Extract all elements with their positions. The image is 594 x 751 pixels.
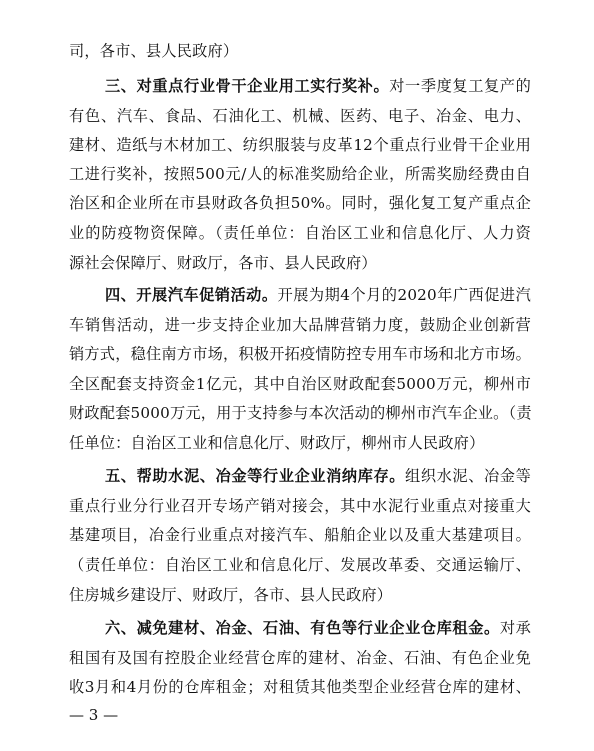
text-line — [69, 135, 531, 155]
section-heading-line — [105, 76, 531, 96]
text-line — [69, 555, 531, 575]
line-text: 对承 — [499, 619, 532, 637]
text-line — [69, 106, 531, 126]
text-line — [69, 525, 531, 545]
section-heading-line — [105, 285, 531, 305]
line-text: 全区配套支持资金1亿元，其中自治区财政配套5000万元，柳州市 — [69, 375, 531, 393]
text-line — [69, 433, 531, 453]
section-heading-5: 五、帮助水泥、冶金等行业企业消纳库存。 — [105, 467, 406, 485]
text-line — [69, 315, 531, 335]
line-text: 收3月和4月份的仓库租金；对租赁其他类型企业经营仓库的建材、 — [69, 678, 531, 696]
text-line — [69, 41, 531, 61]
line-text: 有色、汽车、食品、石油化工、机械、医药、电子、冶金、电力、 — [69, 107, 531, 125]
page-number: — 3 — — [69, 706, 119, 724]
line-text: 租国有及国有控股企业经营仓库的建材、冶金、石油、有色企业免 — [69, 649, 531, 667]
text-line — [69, 193, 531, 213]
section-heading-6: 六、减免建材、冶金、石油、有色等行业企业仓库租金。 — [105, 619, 500, 637]
line-text: 组织水泥、冶金等 — [405, 467, 531, 485]
section-heading-4: 四、开展汽车促销活动。 — [105, 286, 278, 304]
line-text: 业的防疫物资保障。（责任单位：自治区工业和信息化厅、人力资 — [69, 224, 531, 242]
line-text: 基建项目，冶金行业重点对接汽车、船舶企业以及重大基建项目。 — [69, 526, 531, 544]
text-line — [69, 677, 531, 697]
line-text: 对一季度复工复产的 — [389, 77, 531, 95]
text-line — [69, 648, 531, 668]
line-text: 司，各市、县人民政府） — [69, 42, 239, 60]
text-line — [69, 223, 531, 243]
text-line — [69, 585, 531, 605]
text-line — [69, 374, 531, 394]
section-heading-3: 三、对重点行业骨干企业用工实行奖补。 — [105, 77, 390, 95]
line-text: 治区和企业所在市县财政各负担50%。同时，强化复工复产重点企 — [69, 194, 531, 212]
line-text: 车销售活动，进一步支持企业加大品牌营销力度，鼓励企业创新营 — [69, 316, 531, 334]
line-text: （责任单位：自治区工业和信息化厅、发展改革委、交通运输厅、 — [69, 556, 531, 574]
line-text: 建材、造纸与木材加工、纺织服装与皮革12个重点行业骨干企业用 — [69, 136, 531, 154]
line-text: 任单位：自治区工业和信息化厅、财政厅，柳州市人民政府） — [69, 434, 485, 452]
line-text: 工进行奖补，按照500元/人的标准奖励给企业，所需奖励经费由自 — [69, 165, 531, 183]
text-line — [69, 164, 531, 184]
text-line — [69, 496, 531, 516]
text-line — [69, 344, 531, 364]
line-text: 住房城乡建设厅、财政厅，各市、县人民政府） — [69, 586, 393, 604]
line-text: 开展为期4个月的2020年广西促进汽 — [277, 286, 531, 304]
line-text: 财政配套5000万元，用于支持参与本次活动的柳州市汽车企业。（责 — [69, 404, 532, 422]
section-heading-line — [105, 618, 531, 638]
text-line — [69, 253, 531, 273]
line-text: 重点行业分行业召开专场产销对接会，其中水泥行业重点对接重大 — [69, 497, 531, 515]
text-line — [69, 403, 531, 423]
line-text: 源社会保障厅、财政厅，各市、县人民政府） — [69, 254, 377, 272]
line-text: 销方式，稳住南方市场，积极开拓疫情防控专用车市场和北方市场。 — [69, 345, 531, 363]
section-heading-line — [105, 466, 531, 486]
